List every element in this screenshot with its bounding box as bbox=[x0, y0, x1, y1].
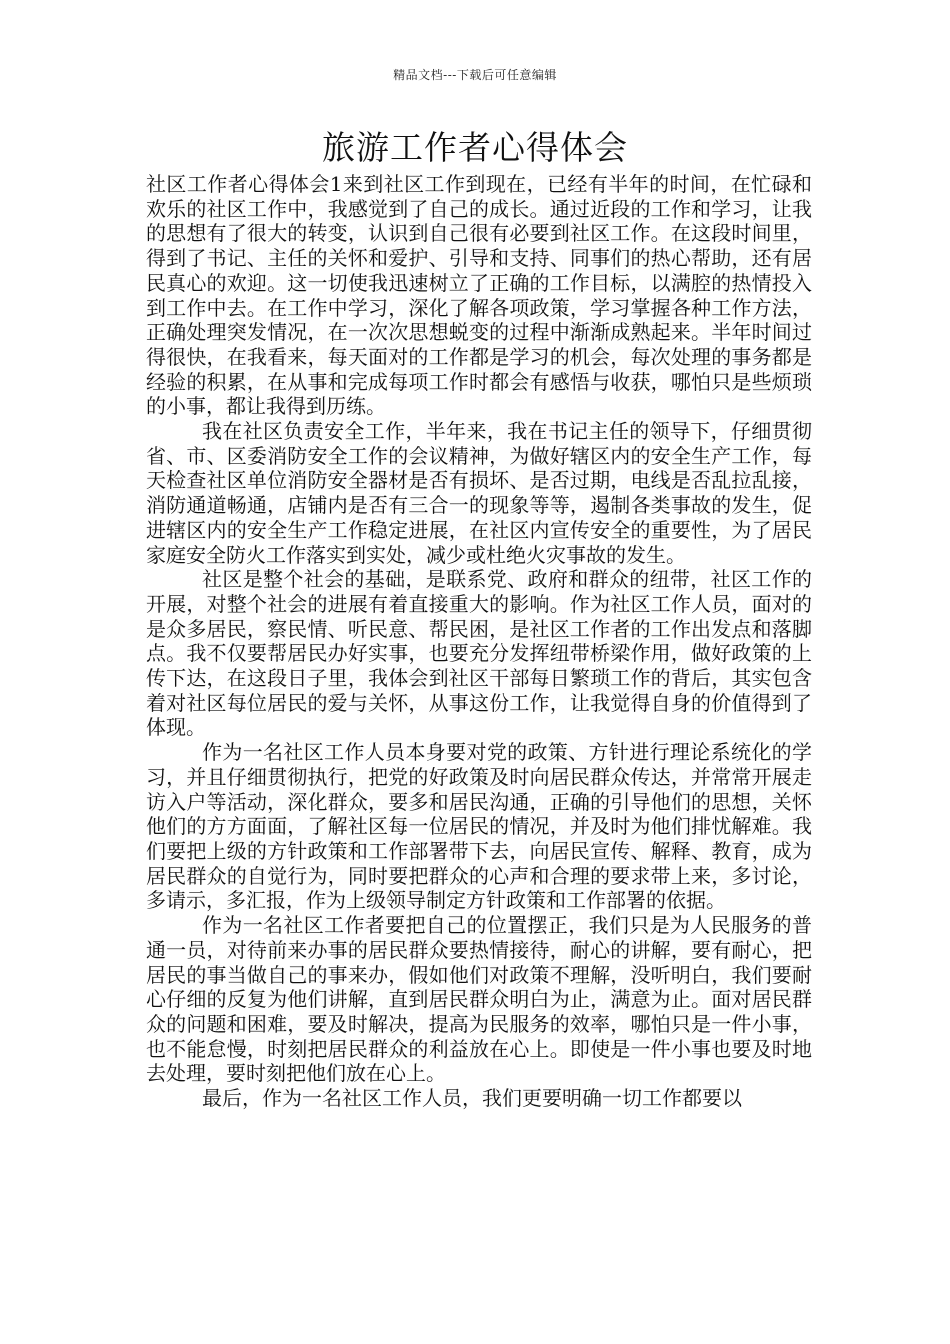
document-title: 旅游工作者心得体会 bbox=[322, 128, 628, 167]
paragraph-3: 社区是整个社会的基础，是联系党、政府和群众的纽带，社区工作的开展，对整个社会的进展有着直接重大的影响。作为社区工作人员，面对的是众多居民，察民情、听民意、帮民困，是社区工作者的工作出发点和落脚点。我不仅要帮居民办好实事，也要充分发挥纽带桥梁作用，做好政策的上传下达，在这段日子里，我体会到社区干部每日繁琐工作的背后，其实包含着对社区每位居民的爱与关怀，从事这份工作，让我觉得自身的价值得到了体现。 bbox=[146, 567, 812, 740]
paragraph-4: 作为一名社区工作人员本身要对党的政策、方针进行理论系统化的学习，并且仔细贯彻执行，把党的好政策及时向居民群众传达，并常常开展走访入户等活动，深化群众，要多和居民沟通，正确的引导他们的思想，关怀他们的方方面面，了解社区每一位居民的情况，并及时为他们排忧解难。我们要把上级的方针政策和工作部署带下去，向居民宣传、解释、教育，成为居民群众的自觉行为，同时要把群众的心声和合理的要求带上来，多讨论，多请示，多汇报，作为上级领导制定方针政策和工作部署的依据。 bbox=[146, 740, 812, 913]
document-body bbox=[146, 172, 812, 1111]
paragraph-1: 社区工作者心得体会1来到社区工作到现在，已经有半年的时间，在忙碌和欢乐的社区工作中，我感觉到了自己的成长。通过近段的工作和学习，让我的思想有了很大的转变，认识到自己很有必要到社区工作。在这段时间里，得到了书记、主任的关怀和爱护、引导和支持、同事们的热心帮助，还有居民真心的欢迎。这一切使我迅速树立了正确的工作目标，以满腔的热情投入到工作中去。在工作中学习，深化了解各项政策，学习掌握各种工作方法，正确处理突发情况，在一次次思想蜕变的过程中渐渐成熟起来。半年时间过得很快，在我看来，每天面对的工作都是学习的机会，每次处理的事务都是经验的积累，在从事和完成每项工作时都会有感悟与收获，哪怕只是些烦琐的小事，都让我得到历练。 bbox=[146, 172, 812, 419]
paragraph-5: 作为一名社区工作者要把自己的位置摆正，我们只是为人民服务的普通一员，对待前来办事的居民群众要热情接待，耐心的讲解，要有耐心，把居民的事当做自己的事来办，假如他们对政策不理解，没听明白，我们要耐心仔细的反复为他们讲解，直到居民群众明白为止，满意为止。面对居民群众的问题和困难，要及时解决，提高为民服务的效率，哪怕只是一件小事，也不能怠慢，时刻把居民群众的利益放在心上。即使是一件小事也要及时地去处理，要时刻把他们放在心上。 bbox=[146, 913, 812, 1086]
paragraph-6: 最后，作为一名社区工作人员，我们更要明确一切工作都要以 bbox=[202, 1086, 742, 1111]
paragraph-2: 我在社区负责安全工作，半年来，我在书记主任的领导下，仔细贯彻省、市、区委消防安全工作的会议精神，为做好辖区内的安全生产工作，每天检查社区单位消防安全器材是否有损坏、是否过期，电线是否乱拉乱接，消防通道畅通，店铺内是否有三合一的现象等等，遏制各类事故的发生，促进辖区内的安全生产工作稳定进展，在社区内宣传安全的重要性，为了居民家庭安全防火工作落实到实处，减少或杜绝火灾事故的发生。 bbox=[146, 419, 812, 567]
page-header-note: 精品文档---下载后可任意编辑 bbox=[393, 68, 557, 82]
